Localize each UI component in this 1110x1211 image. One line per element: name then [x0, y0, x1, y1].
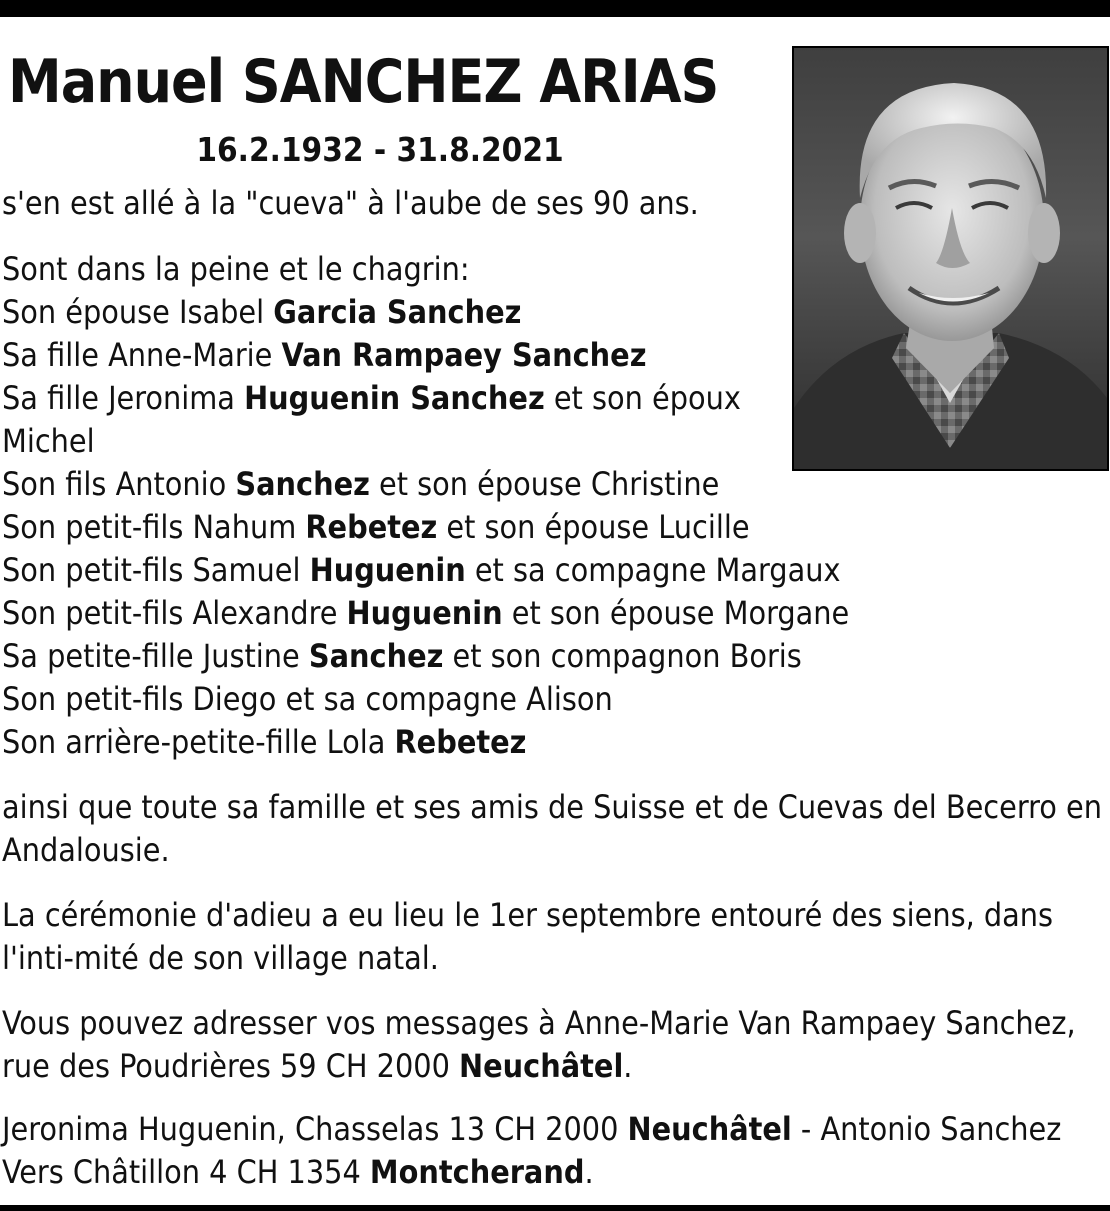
family-paragraph: ainsi que toute sa famille et ses amis de Suisse et de Cuevas del Becerro en Andalousie. [2, 788, 1102, 869]
deceased-name: Manuel SANCHEZ ARIAS [8, 47, 719, 117]
list-item: Son fils Antonio Sanchez et son épouse Christine [2, 465, 720, 503]
messages-paragraph: Vous pouvez adresser vos messages à Anne-Marie Van Rampaey Sanchez, rue des Poudrières 59 CH 2000 Neuchâtel. [2, 1004, 1076, 1085]
list-item: Son arrière-petite-fille Lola Rebetez [2, 723, 527, 761]
list-item: Son petit-fils Samuel Huguenin et sa compagne Margaux [2, 551, 841, 589]
tagline: s'en est allé à la "cueva" à l'aube de ses 90 ans. [2, 184, 699, 222]
bottom-rule [0, 1205, 1110, 1211]
list-item: Son épouse Isabel Garcia Sanchez [2, 293, 522, 331]
top-rule [0, 0, 1110, 17]
mourners-intro: Sont dans la peine et le chagrin: [2, 250, 470, 288]
mourners-list [2, 248, 849, 764]
addresses-paragraph: Jeronima Huguenin, Chasselas 13 CH 2000 Neuchâtel - Antonio Sanchez Vers Châtillon 4 CH 1354 Montcherand. [2, 1110, 1062, 1191]
list-item: Sa fille Anne-Marie Van Rampaey Sanchez [2, 336, 647, 374]
list-item: Sa petite-fille Justine Sanchez et son compagnon Boris [2, 637, 802, 675]
ceremony-paragraph: La cérémonie d'adieu a eu lieu le 1er septembre entouré des siens, dans l'inti-mité de son village natal. [2, 896, 1054, 977]
list-item: Son petit-fils Nahum Rebetez et son épouse Lucille [2, 508, 750, 546]
list-item: Sa fille Jeronima Huguenin Sanchez et son époux Michel [2, 379, 741, 460]
life-dates: 16.2.1932 - 31.8.2021 [196, 130, 564, 169]
list-item: Son petit-fils Alexandre Huguenin et son épouse Morgane [2, 594, 850, 632]
list-item: Son petit-fils Diego et sa compagne Alison [2, 680, 613, 718]
